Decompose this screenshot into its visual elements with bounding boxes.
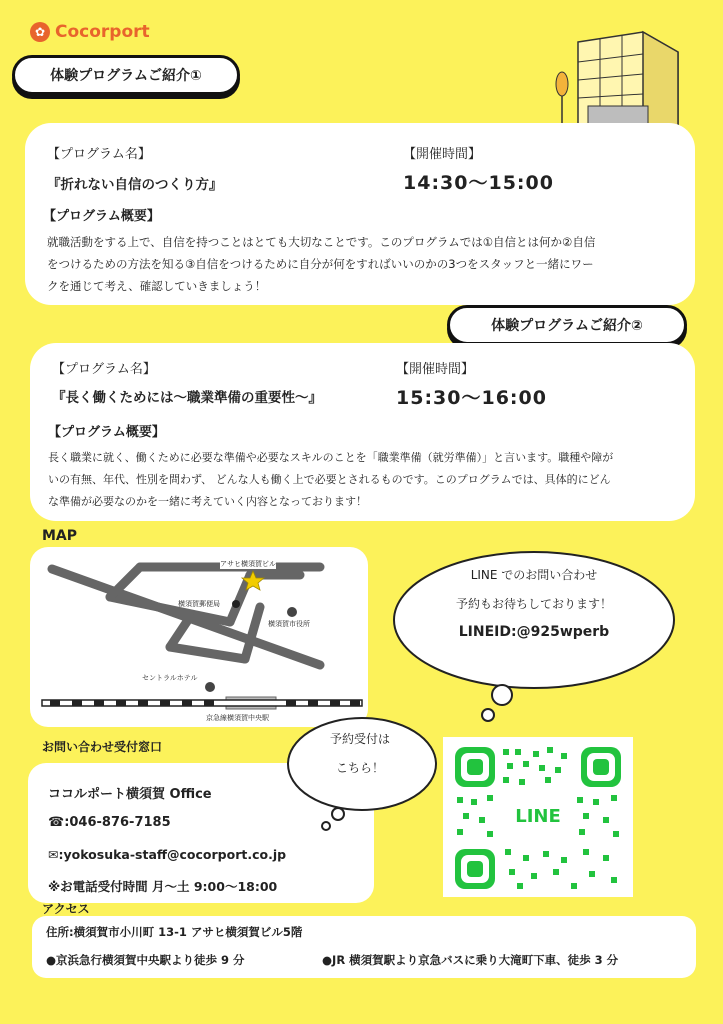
summary-line: いの有無、年代、性別を問わず、 どんな人も働く上で必要とされるものです。このプログラムでは、具体的にどん: [48, 473, 611, 486]
summary-line: 就職活動をする上で、自信を持つことはとても大切なことです。このプログラムでは①自信とは何か②自信: [47, 235, 596, 249]
program2-time-label: 【開催時間】: [396, 362, 475, 377]
building-illustration: [548, 22, 688, 132]
access-heading: アクセス: [42, 902, 90, 916]
brand-logo: [30, 22, 150, 42]
program2-card: [30, 343, 695, 521]
phone-number[interactable]: ☎:046-876-7185: [48, 815, 171, 830]
map-heading: MAP: [42, 528, 78, 544]
program2-name: 『長く働くためには〜職業準備の重要性〜』: [52, 390, 322, 406]
program2-summary: [48, 447, 693, 513]
program1-name: 『折れない自信のつくり方』: [47, 177, 223, 193]
summary-line: 長く職業に就く、働くために必要な準備や必要なスキルのことを「職業準備（就労準備）」と言います。職種や障が: [48, 451, 614, 464]
reserve-line1: 予約受付は: [329, 732, 390, 746]
program1-badge-text: 体験プログラムご紹介①: [50, 68, 202, 84]
email-address[interactable]: ✉:yokosuka-staff@cocorport.co.jp: [48, 847, 287, 862]
reserve-line2: こちら！: [335, 761, 384, 775]
program2-name-label: 【プログラム名】: [52, 362, 156, 377]
program1-time: 14:30〜15:00: [403, 172, 554, 194]
program2-time: 15:30〜16:00: [396, 387, 547, 409]
map-label-hotel: セントラルホテル: [142, 674, 198, 682]
line-contact-line2: 予約もお待ちしております！: [455, 597, 612, 611]
program2-badge: [447, 305, 687, 345]
address: 住所:横須賀市小川町 13-1 アサヒ横須賀ビル5階: [46, 925, 303, 939]
map-illustration: [30, 547, 368, 727]
railway-line: [42, 700, 362, 706]
route-jr: ●JR 横須賀駅より京急バスに乗り大滝町下車、徒歩 3 分: [322, 953, 619, 967]
program1-time-label: 【開催時間】: [403, 147, 482, 162]
hotel-marker: [205, 682, 215, 692]
map-label-city-hall: 横須賀市役所: [268, 620, 310, 628]
office-name: ココルポート横須賀 Office: [48, 787, 212, 802]
post-office-marker: [232, 600, 240, 608]
line-contact-line1: LINE でのお問い合わせ: [470, 568, 598, 582]
map-label-post-office: 横須賀郵便局: [178, 600, 220, 608]
summary-line: な準備が必要なのかを一緒に考えていく内容となっております！: [48, 495, 367, 508]
program1-name-label: 【プログラム名】: [47, 147, 151, 162]
qr-code[interactable]: [443, 737, 633, 897]
program1-summary-label: 【プログラム概要】: [43, 209, 160, 224]
phone-hours: ※お電話受付時間 月〜土 9:00〜18:00: [48, 879, 278, 894]
reserve-text: [295, 730, 425, 776]
program1-summary: [47, 231, 687, 297]
program2-badge-text: 体験プログラムご紹介②: [491, 318, 643, 334]
city-hall-marker: [287, 607, 297, 617]
map-label-station: 京急線横須賀中央駅: [206, 714, 269, 722]
program2-summary-label: 【プログラム概要】: [48, 425, 165, 440]
program1-card: [25, 123, 695, 305]
contact-heading: お問い合わせ受付窓口: [42, 740, 163, 754]
summary-line: クを通じて考え、確認していきましょう！: [47, 279, 267, 293]
brand-name: Cocorport: [55, 22, 150, 42]
program1-badge: [12, 55, 240, 95]
access-card: [32, 916, 696, 978]
route-keikyu: ●京浜急行横須賀中央駅より徒歩 9 分: [46, 953, 245, 967]
qr-center-label: LINE: [503, 803, 573, 831]
brand-logo-icon: ✿: [30, 22, 50, 42]
map-label-building: アサヒ横須賀ビル: [220, 560, 276, 568]
tree-icon: [556, 72, 568, 127]
line-contact: [404, 566, 664, 640]
map-card: [30, 547, 368, 727]
summary-line: をつけるための方法を知る③自信をつけるために自分が何をすればいいのかの3つをスタッフと一緒にワー: [47, 257, 594, 271]
line-id: LINEID:@925wperb: [458, 624, 610, 640]
